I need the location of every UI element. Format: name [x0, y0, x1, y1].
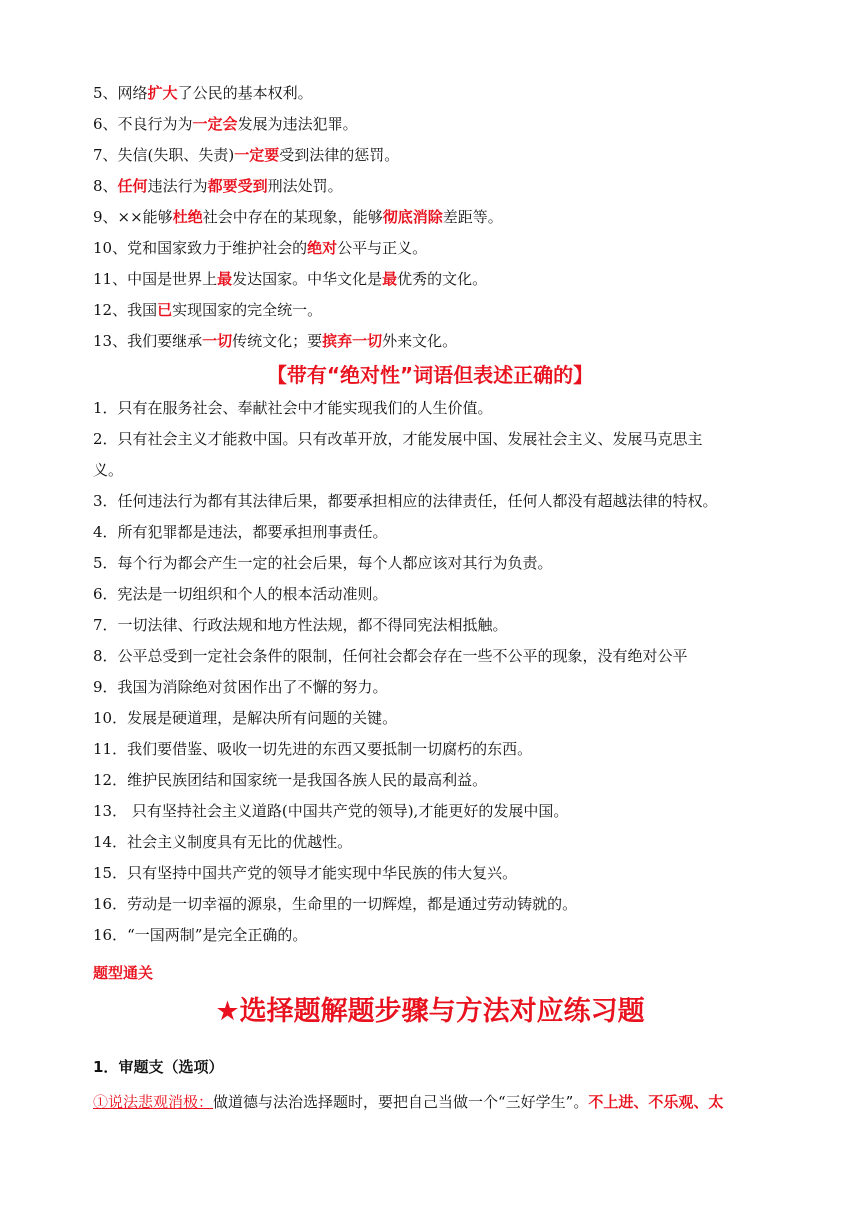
statement-text: 9、××能够 — [93, 208, 173, 226]
statement-text: 5、网络 — [93, 84, 148, 102]
highlight-keyword: 摈弃一切 — [322, 332, 383, 350]
correct-statement: 14．社会主义制度具有无比的优越性。 — [93, 833, 353, 851]
statement-text: 刑法处罚。 — [267, 177, 343, 195]
method-label: ①说法悲观消极： — [93, 1093, 214, 1111]
correct-statement: 义。 — [93, 461, 124, 479]
correct-statement: 12．维护民族团结和国家统一是我国各族人民的最高利益。 — [93, 771, 488, 789]
statement-text: 公平与正义。 — [337, 239, 428, 257]
statement-text: 6、不良行为为 — [93, 115, 193, 133]
correct-statement: 4．所有犯罪都是违法，都要承担刑事责任。 — [93, 523, 388, 541]
highlight-keyword: 最 — [217, 270, 233, 288]
highlight-keyword: 杜绝 — [172, 208, 203, 226]
statement-text: 11、中国是世界上 — [93, 270, 218, 288]
highlight-keyword: 绝对 — [307, 239, 338, 257]
absolute-statement — [93, 145, 399, 165]
absolute-statement — [93, 238, 427, 258]
correct-statement: 7．一切法律、行政法规和地方性法规，都不得同宪法相抵触。 — [93, 616, 508, 634]
subheading — [93, 1057, 223, 1077]
statement-text: 受到法律的惩罚。 — [279, 146, 400, 164]
absolute-statement — [93, 269, 487, 289]
statement-text: 社会中存在的某现象，能够 — [202, 208, 383, 226]
highlight-keyword: 都要受到 — [207, 177, 268, 195]
subheading-text: 审题支（选项） — [118, 1058, 224, 1076]
correct-statement: 6．宪法是一切组织和个人的根本活动准则。 — [93, 585, 388, 603]
statement-text: 13、我们要继承 — [93, 332, 203, 350]
statement-text: 发达国家。中华文化是 — [232, 270, 383, 288]
absolute-statement — [93, 207, 503, 227]
statement-text: 12、我国 — [93, 301, 158, 319]
statement-text: 7、失信(失职、失责) — [93, 146, 235, 164]
statement-text: 违法行为 — [147, 177, 208, 195]
correct-statement: 15．只有坚持中国共产党的领导才能实现中华民族的伟大复兴。 — [93, 864, 518, 882]
statement-text: 差距等。 — [442, 208, 503, 226]
correct-statement: 9．我国为消除绝对贫困作出了不懈的努力。 — [93, 678, 388, 696]
method-emphasis: 不上进、不乐观、太 — [588, 1093, 724, 1111]
absolute-statement — [93, 176, 343, 196]
correct-statement: 16．“一国两制”是完全正确的。 — [93, 926, 308, 944]
correct-statement: 5．每个行为都会产生一定的社会后果，每个人都应该对其行为负责。 — [93, 554, 553, 572]
highlight-keyword: 任何 — [117, 177, 148, 195]
statement-text: 传统文化；要 — [232, 332, 323, 350]
highlight-keyword: 一定会 — [192, 115, 238, 133]
highlight-keyword: 一切 — [202, 332, 233, 350]
method-text: 做道德与法治选择题时，要把自己当做一个“三好学生”。 — [213, 1093, 589, 1111]
highlight-keyword: 最 — [382, 270, 398, 288]
statement-text: 了公民的基本权利。 — [177, 84, 313, 102]
highlight-keyword: 已 — [157, 301, 173, 319]
correct-statement: 16．劳动是一切幸福的源泉，生命里的一切辉煌，都是通过劳动铸就的。 — [93, 895, 578, 913]
method-line — [93, 1092, 723, 1112]
absolute-statement — [93, 300, 322, 320]
highlight-keyword: 扩大 — [147, 84, 178, 102]
main-heading: ★选择题解题步骤与方法对应练习题 — [215, 996, 645, 1027]
highlight-keyword: 一定要 — [234, 146, 280, 164]
correct-statement: 2．只有社会主义才能救中国。只有改革开放，才能发展中国、发展社会主义、发展马克思主 — [93, 430, 703, 448]
correct-statement: 10．发展是硬道理，是解决所有问题的关键。 — [93, 709, 398, 727]
correct-statement: 1．只有在服务社会、奉献社会中才能实现我们的人生价值。 — [93, 399, 493, 417]
statement-text: 10、党和国家致力于维护社会的 — [93, 239, 308, 257]
statement-text: 8、 — [93, 177, 118, 195]
statement-text: 优秀的文化。 — [397, 270, 488, 288]
statement-text: 实现国家的完全统一。 — [172, 301, 323, 319]
subheading-number: 1． — [93, 1058, 119, 1076]
absolute-statement — [93, 114, 358, 134]
correct-statement: 11．我们要借鉴、吸收一切先进的东西又要抵制一切腐朽的东西。 — [93, 740, 533, 758]
highlight-keyword: 彻底消除 — [382, 208, 443, 226]
absolute-statement — [93, 83, 313, 103]
statement-text: 外来文化。 — [382, 332, 458, 350]
question-type-tag: 题型通关 — [93, 964, 154, 982]
absolute-statement — [93, 331, 457, 351]
section-heading: 【带有“绝对性”词语但表述正确的】 — [266, 363, 594, 387]
correct-statement: 8．公平总受到一定社会条件的限制，任何社会都会存在一些不公平的现象，没有绝对公平 — [93, 647, 688, 665]
statement-text: 发展为违法犯罪。 — [237, 115, 358, 133]
correct-statement: 3．任何违法行为都有其法律后果，都要承担相应的法律责任，任何人都没有超越法律的特权。 — [93, 492, 718, 510]
correct-statement: 13． 只有坚持社会主义道路(中国共产党的领导),才能更好的发展中国。 — [93, 802, 569, 820]
